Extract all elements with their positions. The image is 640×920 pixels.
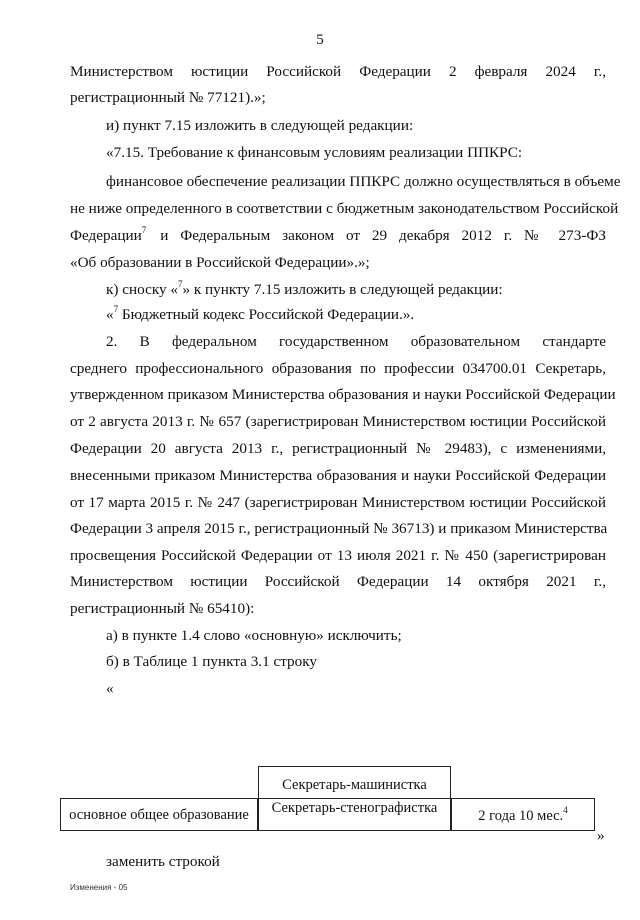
text-line-group	[106, 305, 414, 325]
text-line-group	[70, 226, 606, 246]
footnote-mark: 7	[141, 224, 147, 235]
footnote-mark: 7	[177, 278, 183, 289]
text-fragment: Федерации$^7$	[70, 224, 147, 244]
text-line: «Об образовании в Российской Федерации».»;	[70, 254, 370, 271]
text-line: «7.15. Требование к финансовым условиям реализации ППКРС:	[106, 144, 523, 161]
text-fragment: к) сноску «	[106, 281, 178, 298]
text-line: внесенными приказом Министерства образования и науки Российской Федерации	[70, 467, 606, 484]
text-line: и) пункт 7.15 изложить в следующей редакции:	[106, 117, 414, 134]
table-cell-term	[451, 798, 595, 831]
table-cell-qualification: Секретарь-стенографистка	[258, 798, 451, 831]
text-line: 2. В федеральном государственном образовательном стандарте	[106, 333, 606, 350]
term-text: 2 года 10 мес.	[478, 808, 564, 824]
text-line: а) в пункте 1.4 слово «основную» исключить;	[106, 627, 402, 644]
text-line: финансовое обеспечение реализации ППКРС должно осуществляться в объеме	[106, 173, 621, 190]
text-line: не ниже определенного в соответствии с бюджетным законодательством Российской	[70, 200, 619, 217]
text-fragment: » к пункту 7.15 изложить в следующей редакции:	[182, 281, 503, 298]
text-line: Федерации 3 апреля 2015 г., регистрационный № 36713) и приказом Министерства	[70, 520, 608, 537]
page-number: 5	[316, 32, 324, 48]
text-line: от 2 августа 2013 г. № 657 (зарегистрирован Министерством юстиции Российской	[70, 413, 606, 430]
footnote-mark: 7	[113, 303, 119, 314]
text-line: утвержденном приказом Министерства образования и науки Российской Федерации	[70, 386, 616, 403]
text-line: среднего профессионального образования по профессии 034700.01 Секретарь,	[70, 360, 606, 377]
text-line: регистрационный № 77121).»;	[70, 89, 266, 106]
text-line-group	[106, 280, 503, 300]
table-cell-education-level: основное общее образование	[60, 798, 258, 831]
text-fragment: и Федеральным законом от 29 декабря 2012 г. № 273-ФЗ	[160, 227, 606, 244]
table-row-replaced	[0, 760, 640, 830]
text-fragment: «	[106, 306, 114, 323]
table-cell-qualification-top: Секретарь-машинистка	[258, 766, 451, 798]
text-line: просвещения Российской Федерации от 13 июля 2021 г. № 450 (зарегистрирован	[70, 547, 606, 564]
text-line: Федерации 20 августа 2013 г., регистрационный № 29483), с изменениями,	[70, 440, 606, 457]
footer-label: Изменения - 05	[70, 883, 128, 892]
text-line: Министерством юстиции Российской Федерации 2 февраля 2024 г.,	[70, 63, 606, 80]
close-quote: »	[597, 827, 605, 844]
text-line: Министерством юстиции Российской Федерации 14 октября 2021 г.,	[70, 573, 606, 590]
text-line: заменить строкой	[106, 853, 220, 870]
text-line: от 17 марта 2015 г. № 247 (зарегистрирован Министерством юстиции Российской	[70, 494, 606, 511]
footnote-mark: 4	[563, 805, 568, 816]
text-fragment: Бюджетный кодекс Российской Федерации.».	[118, 306, 415, 323]
text-line: регистрационный № 65410):	[70, 600, 255, 617]
open-quote: «	[106, 680, 114, 697]
text-line: б) в Таблице 1 пункта 3.1 строку	[106, 653, 317, 670]
